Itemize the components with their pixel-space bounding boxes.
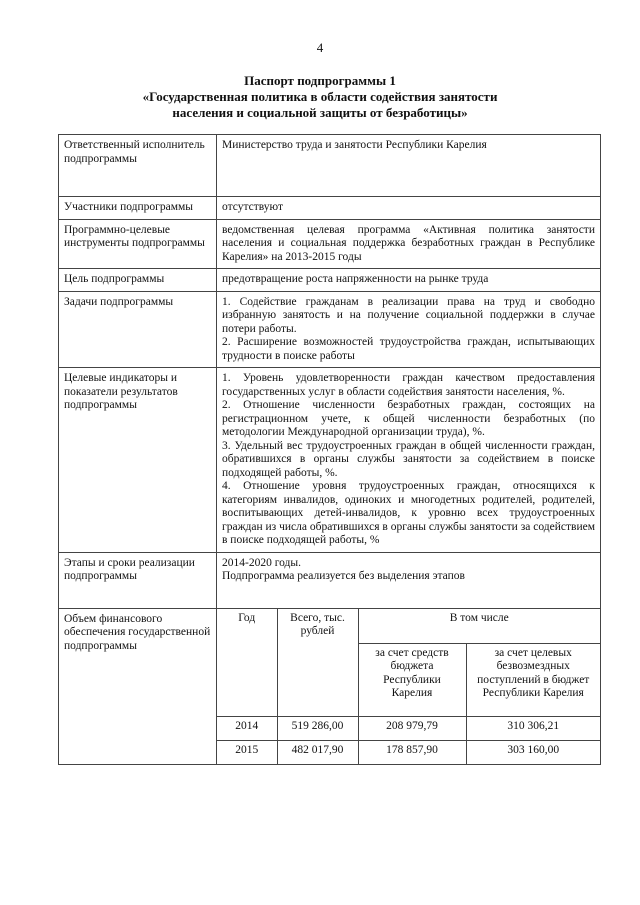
table-row	[217, 716, 600, 740]
row-responsible	[59, 135, 601, 197]
label-tasks: Задачи подпрограммы	[59, 291, 217, 368]
task-item: 2. Расширение возможностей трудоустройства граждан, испытывающих трудности в поиске работы	[222, 336, 595, 362]
stages-line-1: 2014-2020 годы.	[222, 556, 302, 569]
row-instruments	[59, 219, 601, 269]
passport-table	[58, 134, 601, 765]
label-finance: Объем финансового обеспечения государственной подпрограммы	[59, 608, 217, 764]
finance-table	[217, 609, 600, 764]
value-tasks	[217, 291, 601, 368]
row-finance	[59, 608, 601, 764]
value-stages	[217, 552, 601, 608]
row-indicators	[59, 368, 601, 553]
header-including: В том числе	[358, 609, 600, 644]
cell-budget: 178 857,90	[358, 740, 466, 764]
header-total: Всего, тыс. рублей	[277, 609, 358, 717]
value-instruments: ведомственная целевая программа «Активная политика занятости населения и социальная поддержка безработных граждан в Республике Карелия» на 2013-2015 годы	[217, 219, 601, 269]
document-title	[0, 73, 640, 121]
cell-year: 2015	[217, 740, 277, 764]
table-row	[217, 740, 600, 764]
indicator-item: 1. Уровень удовлетворенности граждан качеством предоставления государственных услуг в области содействия занятости населения, %.	[222, 372, 595, 398]
row-goal	[59, 269, 601, 292]
value-participants: отсутствуют	[217, 197, 601, 220]
label-responsible: Ответственный исполнитель подпрограммы	[59, 135, 217, 197]
finance-header-row	[217, 609, 600, 644]
row-tasks	[59, 291, 601, 368]
indicator-item: 3. Удельный вес трудоустроенных граждан в общей численности граждан, обратившихся в органы службы занятости за содействием в поиске подходящей работы, %.	[222, 439, 595, 479]
label-participants: Участники подпрограммы	[59, 197, 217, 220]
header-grants: за счет целевых безвозмездных поступлений в бюджет Республики Карелия	[466, 643, 600, 716]
value-goal: предотвращение роста напряженности на рынке труда	[217, 269, 601, 292]
label-instruments: Программно-целевые инструменты подпрограммы	[59, 219, 217, 269]
title-line-2: «Государственная политика в области содействия занятости	[142, 89, 498, 104]
stages-line-2: Подпрограмма реализуется без выделения этапов	[222, 570, 465, 582]
label-indicators: Целевые индикаторы и показатели результатов подпрограммы	[59, 368, 217, 553]
cell-total: 519 286,00	[277, 716, 358, 740]
finance-cell	[217, 608, 601, 764]
cell-grants: 310 306,21	[466, 716, 600, 740]
value-indicators	[217, 368, 601, 553]
indicator-item: 2. Отношение численности безработных граждан, состоящих на регистрационном учете, к общей численности безработных (по методологии Международной организации труда), %.	[222, 399, 595, 438]
indicator-item: 4. Отношение уровня трудоустроенных граждан, относящихся к категориям инвалидов, одиноких и многодетных родителей, родителей, воспитывающих детей-инвалидов, к уровню всех трудоустроенных граждан из числа обратившихся в органы службы занятости за содействием в поиске подходящей работы, %	[222, 480, 595, 546]
title-line-1: Паспорт подпрограммы 1	[244, 73, 396, 88]
row-stages	[59, 552, 601, 608]
title-line-3: населения и социальной защиты от безработицы»	[172, 105, 468, 120]
label-goal: Цель подпрограммы	[59, 269, 217, 292]
cell-total: 482 017,90	[277, 740, 358, 764]
cell-year: 2014	[217, 716, 277, 740]
value-responsible: Министерство труда и занятости Республики Карелия	[217, 135, 601, 197]
task-item: 1. Содействие гражданам в реализации права на труд и свободно избранную занятость и на получение социальной поддержки в случае потери работы.	[222, 295, 595, 335]
page-number: 4	[316, 40, 324, 55]
header-year: Год	[217, 609, 277, 717]
cell-budget: 208 979,79	[358, 716, 466, 740]
label-stages: Этапы и сроки реализации подпрограммы	[59, 552, 217, 608]
cell-grants: 303 160,00	[466, 740, 600, 764]
header-budget: за счет средств бюджета Республики Карелия	[358, 643, 466, 716]
row-participants	[59, 197, 601, 220]
